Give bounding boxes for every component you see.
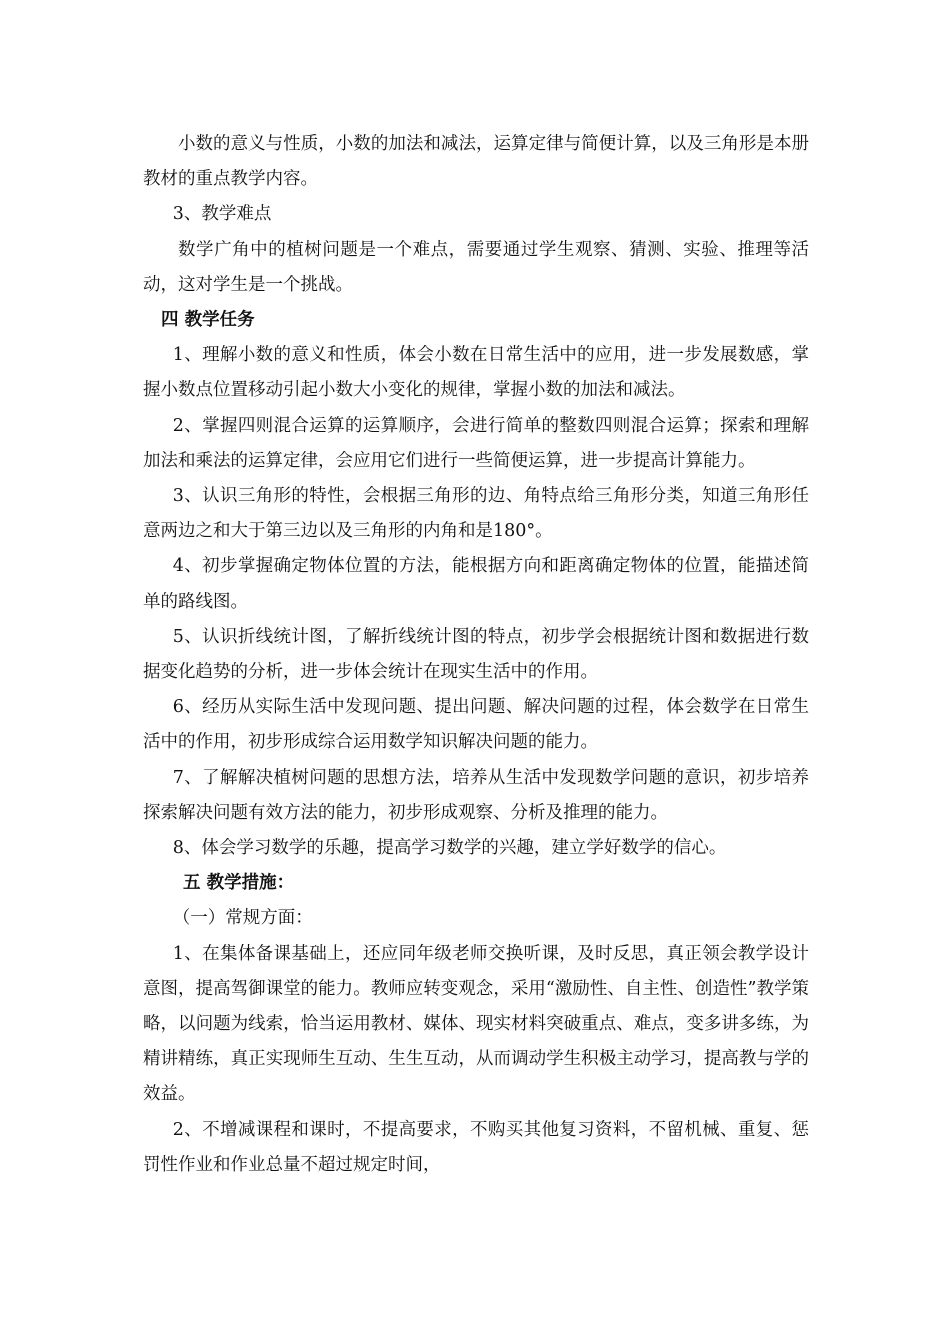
task-item-2: 2、掌握四则混合运算的运算顺序，会进行简单的整数四则混合运算；探索和理解加法和乘法的运算定律，会应用它们进行一些简便运算，进一步提高计算能力。 bbox=[143, 415, 809, 471]
section-heading-teaching-measures: 五 教学措施： bbox=[183, 873, 295, 894]
task-item-5: 5、认识折线统计图，了解折线统计图的特点，初步学会根据统计图和数据进行数据变化趋势的分析，进一步体会统计在现实生活中的作用。 bbox=[143, 626, 809, 683]
measure-item-2: 2、不增减课程和课时，不提高要求，不购买其他复习资料，不留机械、重复、惩罚性作业和作业总量不超过规定时间， bbox=[143, 1119, 809, 1175]
task-item-3: 3、认识三角形的特性，会根据三角形的边、角特点给三角形分类，知道三角形任意两边之和大于第三边以及三角形的内角和是180°。 bbox=[143, 486, 809, 542]
task-item-4: 4、初步掌握确定物体位置的方法，能根据方向和距离确定物体的位置，能描述简单的路线图。 bbox=[143, 556, 809, 612]
section-heading-teaching-tasks: 四 教学任务 bbox=[161, 310, 255, 331]
task-item-6: 6、经历从实际生活中发现问题、提出问题、解决问题的过程，体会数学在日常生活中的作用，初步形成综合运用数学知识解决问题的能力。 bbox=[143, 697, 809, 753]
document-body bbox=[143, 127, 809, 1183]
subheading-routine: （一）常规方面： bbox=[172, 908, 313, 929]
measure-item-1: 1、在集体备课基础上，还应同年级老师交换听课，及时反思，真正领会教学设计意图，提高驾御课堂的能力。教师应转变观念，采用“激励性、自主性、创造性”教学策略，以问题为线索，恰当运用教材、媒体、现实材料突破重点、难点，变多讲多练，为精讲精练，真正实现师生互动、生生互动，从而调动学生积极主动学习，提高教与学的效益。 bbox=[143, 943, 809, 1105]
paragraph-difficulty: 数学广角中的植树问题是一个难点，需要通过学生观察、猜测、实验、推理等活动，这对学生是一个挑战。 bbox=[143, 239, 809, 295]
task-item-1: 1、理解小数的意义和性质，体会小数在日常生活中的应用，进一步发展数感，掌握小数点位置移动引起小数大小变化的规律，掌握小数的加法和减法。 bbox=[143, 345, 809, 401]
paragraph-key-content: 小数的意义与性质，小数的加法和减法，运算定律与简便计算，以及三角形是本册教材的重点教学内容。 bbox=[143, 134, 809, 190]
subheading-teaching-difficulty: 3、教学难点 bbox=[172, 204, 272, 225]
task-item-7: 7、了解解决植树问题的思想方法，培养从生活中发现数学问题的意识，初步培养探索解决问题有效方法的能力，初步形成观察、分析及推理的能力。 bbox=[143, 767, 809, 823]
task-item-8: 8、体会学习数学的乐趣，提高学习数学的兴趣，建立学好数学的信心。 bbox=[172, 838, 727, 859]
